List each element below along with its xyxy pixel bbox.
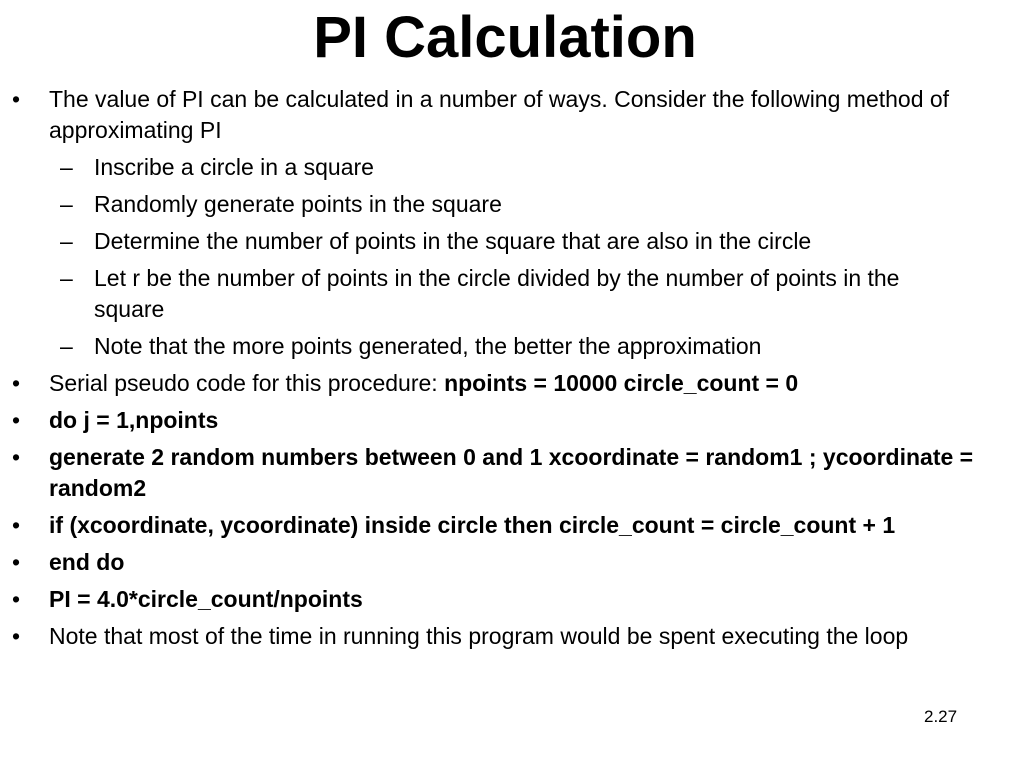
dash-marker: – [60,228,73,254]
bullet-item [0,547,1024,578]
sub-bullet-item [0,263,1024,325]
bullet-item [0,584,1024,615]
bullet-item [0,368,1024,399]
sub-bullet-text: Let r be the number of points in the circle divided by the number of points in the square [94,265,900,322]
bullet-text: The value of PI can be calculated in a number of ways. Consider the following method of approximating PI [49,86,950,143]
bullet-marker: • [12,370,21,396]
pseudo-code-line: if (xcoordinate, ycoordinate) inside circle then circle_count = circle_count + 1 [49,512,896,538]
slide-title: PI Calculation [313,5,697,70]
slide-body [0,84,1024,658]
pseudo-code-inline: npoints = 10000 circle_count = 0 [444,370,799,396]
sub-bullet-text: Determine the number of points in the square that are also in the circle [94,228,812,254]
bullet-item [0,84,1024,146]
sub-bullet-item [0,152,1024,183]
sub-bullet-item [0,226,1024,257]
sub-bullet-text: Randomly generate points in the square [94,191,502,217]
bullet-item [0,442,1024,504]
dash-marker: – [60,191,73,217]
dash-marker: – [60,154,73,180]
bullet-item [0,510,1024,541]
sub-bullet-item [0,331,1024,362]
bullet-text: Note that most of the time in running this program would be spent executing the loop [49,623,909,649]
bullet-marker: • [12,586,21,612]
sub-bullet-text: Note that the more points generated, the better the approximation [94,333,762,359]
pseudo-code-line: PI = 4.0*circle_count/npoints [49,586,363,612]
bullet-text: Serial pseudo code for this procedure: [49,370,445,396]
dash-marker: – [60,333,73,359]
bullet-marker: • [12,444,21,470]
bullet-marker: • [12,549,21,575]
bullet-marker: • [12,86,21,112]
bullet-item [0,621,1024,652]
bullet-item [0,405,1024,436]
slide-number: 2.27 [924,707,958,726]
pseudo-code-line: end do [49,549,125,575]
bullet-marker: • [12,512,21,538]
sub-bullet-item [0,189,1024,220]
bullet-marker: • [12,623,21,649]
dash-marker: – [60,265,73,291]
bullet-marker: • [12,407,21,433]
sub-bullet-text: Inscribe a circle in a square [94,154,374,180]
pseudo-code-line: do j = 1,npoints [49,407,219,433]
pseudo-code-line: generate 2 random numbers between 0 and 1 xcoordinate = random1 ; ycoordinate = random2 [49,444,974,501]
